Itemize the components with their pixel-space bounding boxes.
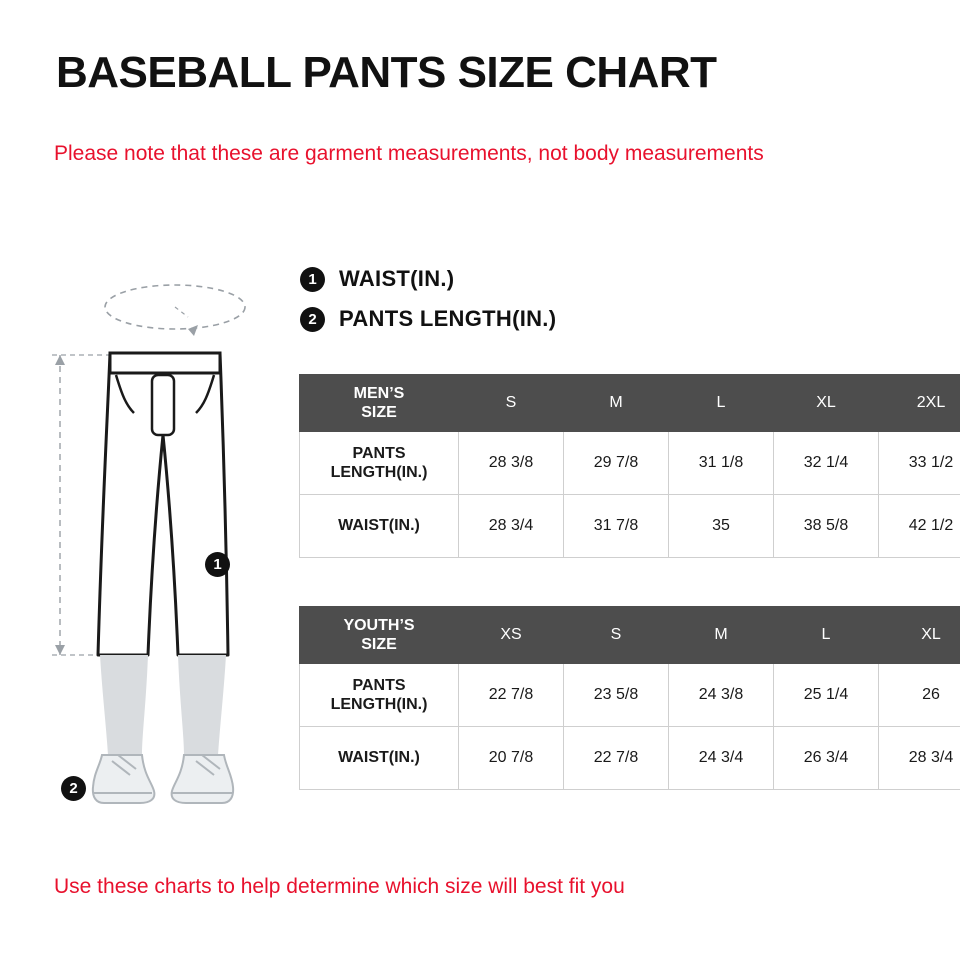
table-header-row xyxy=(300,607,960,664)
youths-size-header-s: S xyxy=(564,607,669,664)
page-title: BASEBALL PANTS SIZE CHART xyxy=(56,48,717,97)
measurement-note: Please note that these are garment measurements, not body measurements xyxy=(54,142,764,165)
mens-waist-2xl: 42 1/2 xyxy=(879,495,960,558)
mens-size-header-l: L xyxy=(669,375,774,432)
mens-size-header-2xl: 2XL xyxy=(879,375,960,432)
youths-row0-label-line1: PANTS xyxy=(352,676,406,694)
table-row xyxy=(300,664,960,727)
youths-length-xs: 22 7/8 xyxy=(459,664,564,727)
table-header-row xyxy=(300,375,960,432)
youths-waist-xl: 28 3/4 xyxy=(879,727,960,790)
youths-length-m: 24 3/8 xyxy=(669,664,774,727)
diagram-marker-waist: 1 xyxy=(205,552,230,577)
legend-number-1: 1 xyxy=(300,267,325,292)
legend-label-waist: WAIST(IN.) xyxy=(339,266,455,291)
mens-table-head xyxy=(300,375,960,432)
mens-table-body xyxy=(300,432,960,558)
youths-header-line1: YOUTH’S xyxy=(343,616,415,634)
mens-waist-s: 28 3/4 xyxy=(459,495,564,558)
youths-row0-label-line2: LENGTH(IN.) xyxy=(330,696,428,713)
youths-table-corner-header xyxy=(300,607,459,664)
table-row xyxy=(300,495,960,558)
mens-size-header-s: S xyxy=(459,375,564,432)
mens-table-corner-header xyxy=(300,375,459,432)
mens-waist-xl: 38 5/8 xyxy=(774,495,879,558)
mens-size-table xyxy=(299,374,960,558)
mens-row0-label-line1: PANTS xyxy=(352,444,406,462)
youths-table-body xyxy=(300,664,960,790)
youths-row-label-waist: WAIST(IN.) xyxy=(300,727,459,790)
mens-waist-m: 31 7/8 xyxy=(564,495,669,558)
mens-length-s: 28 3/8 xyxy=(459,432,564,495)
mens-length-xl: 32 1/4 xyxy=(774,432,879,495)
table-row xyxy=(300,432,960,495)
youths-length-s: 23 5/8 xyxy=(564,664,669,727)
diagram-marker-length: 2 xyxy=(61,776,86,801)
youths-size-header-m: M xyxy=(669,607,774,664)
youths-waist-m: 24 3/4 xyxy=(669,727,774,790)
legend-label-pants-length: PANTS LENGTH(IN.) xyxy=(339,306,557,331)
youths-row-label-pants-length xyxy=(300,664,459,727)
table-row xyxy=(300,727,960,790)
youths-waist-s: 22 7/8 xyxy=(564,727,669,790)
legend-item-waist xyxy=(300,266,556,292)
youths-size-header-l: L xyxy=(774,607,879,664)
youths-length-l: 25 1/4 xyxy=(774,664,879,727)
youths-header-line2: SIZE xyxy=(361,636,397,653)
mens-size-header-xl: XL xyxy=(774,375,879,432)
youths-size-header-xl: XL xyxy=(879,607,960,664)
mens-header-line2: SIZE xyxy=(361,404,397,421)
legend xyxy=(300,266,556,346)
youths-table-head xyxy=(300,607,960,664)
youths-waist-l: 26 3/4 xyxy=(774,727,879,790)
youths-size-table xyxy=(299,606,960,790)
mens-row0-label-line2: LENGTH(IN.) xyxy=(330,464,428,481)
mens-waist-l: 35 xyxy=(669,495,774,558)
mens-header-line1: MEN’S xyxy=(353,384,405,402)
pants-diagram-svg xyxy=(30,255,290,815)
youths-waist-xs: 20 7/8 xyxy=(459,727,564,790)
footer-note: Use these charts to help determine which size will best fit you xyxy=(54,875,625,898)
youths-length-xl: 26 xyxy=(879,664,960,727)
legend-number-2: 2 xyxy=(300,307,325,332)
mens-row-label-waist: WAIST(IN.) xyxy=(300,495,459,558)
mens-length-l: 31 1/8 xyxy=(669,432,774,495)
legend-item-pants-length xyxy=(300,306,556,332)
mens-length-2xl: 33 1/2 xyxy=(879,432,960,495)
mens-length-m: 29 7/8 xyxy=(564,432,669,495)
mens-row-label-pants-length xyxy=(300,432,459,495)
youths-size-header-xs: XS xyxy=(459,607,564,664)
pants-illustration xyxy=(30,255,290,815)
mens-size-header-m: M xyxy=(564,375,669,432)
